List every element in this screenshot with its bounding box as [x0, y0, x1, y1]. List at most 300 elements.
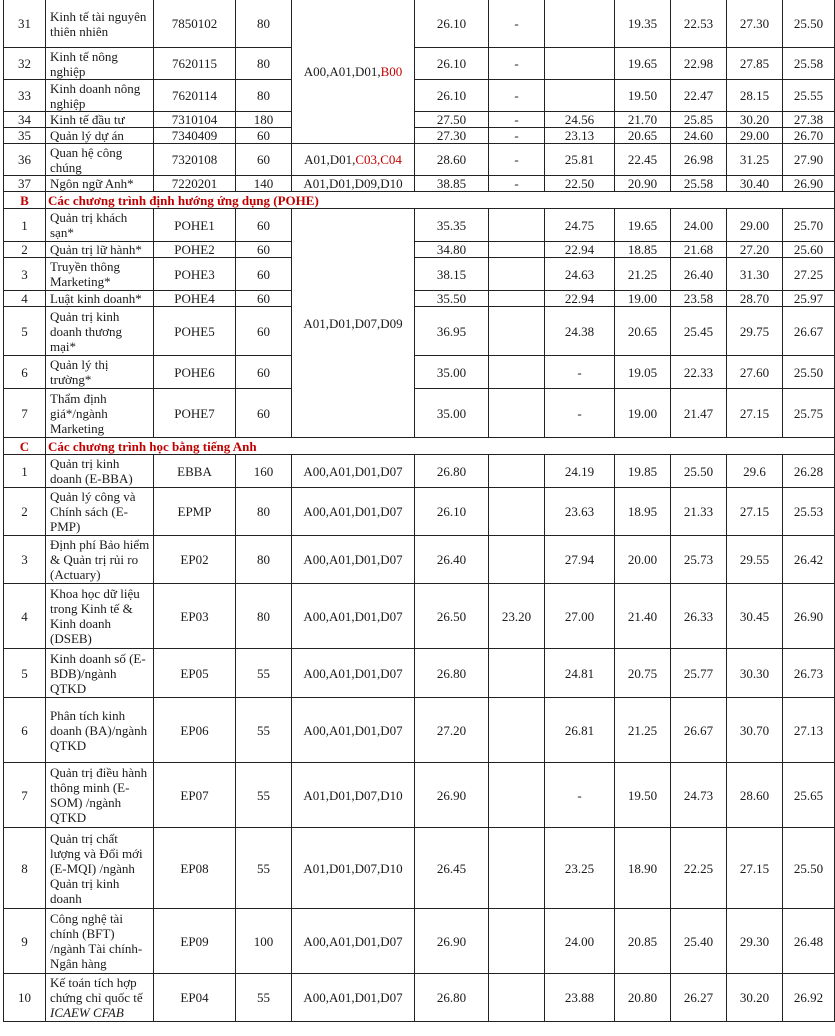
score-s7: 26.67	[783, 307, 835, 356]
program-name-text: Quản trị lữ hành*	[50, 242, 142, 257]
score-s5: 25.45	[671, 307, 727, 356]
row-number: 7	[4, 763, 46, 828]
row-number: 36	[4, 144, 46, 176]
row-number: 3	[4, 536, 46, 584]
score-s1: 26.80	[415, 649, 489, 698]
quota: 55	[236, 649, 292, 698]
score-s6: 29.75	[727, 307, 783, 356]
program-code: EP04	[154, 974, 236, 1022]
row-number: 33	[4, 80, 46, 112]
score-s7: 25.75	[783, 389, 835, 438]
score-s6: 27.60	[727, 356, 783, 389]
subject-combination	[292, 144, 415, 176]
subject-combination: A01,D01,D09,D10	[292, 176, 415, 192]
program-code: 7850102	[154, 0, 236, 48]
subject-combination: A00,A01,D01,D07	[292, 698, 415, 763]
score-s6: 30.40	[727, 176, 783, 192]
score-s3: 27.00	[545, 584, 615, 649]
subject-combination: A01,D01,D07,D10	[292, 828, 415, 909]
score-s3: 24.38	[545, 307, 615, 356]
score-s6: 29.30	[727, 909, 783, 974]
quota: 140	[236, 176, 292, 192]
table-row	[4, 0, 835, 48]
score-s4: 21.25	[615, 698, 671, 763]
program-name	[46, 307, 154, 356]
score-s6: 29.6	[727, 455, 783, 488]
program-name	[46, 242, 154, 258]
score-s4: 21.70	[615, 112, 671, 128]
score-s7: 25.97	[783, 291, 835, 307]
program-name-text: Ngôn ngữ Anh*	[50, 176, 134, 191]
score-s2	[489, 291, 545, 307]
program-name	[46, 291, 154, 307]
score-s1: 35.00	[415, 356, 489, 389]
program-name-text: Kinh tế đầu tư	[50, 112, 125, 127]
table-row	[4, 209, 835, 242]
score-s6: 27.15	[727, 389, 783, 438]
section-title: Các chương trình định hướng ứng dụng (POHE)	[46, 192, 835, 209]
program-name	[46, 698, 154, 763]
score-s7: 25.53	[783, 488, 835, 536]
row-number: 34	[4, 112, 46, 128]
row-number: 10	[4, 974, 46, 1022]
program-code: EP07	[154, 763, 236, 828]
score-s3: 22.94	[545, 291, 615, 307]
score-s4: 19.00	[615, 389, 671, 438]
row-number: 5	[4, 307, 46, 356]
program-name-text: Khoa học dữ liệu trong Kinh tế & Kinh doanh (DSEB)	[50, 586, 140, 646]
program-name	[46, 209, 154, 242]
program-code: 7220201	[154, 176, 236, 192]
subject-combination: A01,D01,D07,D10	[292, 763, 415, 828]
program-name	[46, 455, 154, 488]
table-row	[4, 242, 835, 258]
combo-text: A01,D01,	[304, 152, 356, 167]
row-number: 31	[4, 0, 46, 48]
score-s2	[489, 389, 545, 438]
program-code: POHE4	[154, 291, 236, 307]
score-s7: 27.25	[783, 258, 835, 291]
row-number: 6	[4, 356, 46, 389]
score-s4: 19.65	[615, 209, 671, 242]
score-s5: 25.40	[671, 909, 727, 974]
program-name-text: Quản trị khách sạn*	[50, 210, 128, 240]
program-name	[46, 389, 154, 438]
score-s4: 19.85	[615, 455, 671, 488]
score-s4: 20.75	[615, 649, 671, 698]
score-s4: 18.85	[615, 242, 671, 258]
program-name-text: Quản trị kinh doanh thương mại*	[50, 308, 123, 354]
score-s3: 22.94	[545, 242, 615, 258]
score-s2	[489, 488, 545, 536]
program-name-text: Phân tích kinh doanh (BA)/ngành QTKD	[50, 707, 148, 753]
score-s3: -	[545, 356, 615, 389]
score-s2	[489, 909, 545, 974]
score-s3: 24.56	[545, 112, 615, 128]
score-s6: 27.15	[727, 488, 783, 536]
score-s7: 27.38	[783, 112, 835, 128]
score-s3	[545, 48, 615, 80]
score-s1: 27.30	[415, 128, 489, 144]
score-s4: 20.65	[615, 307, 671, 356]
row-number: 32	[4, 48, 46, 80]
quota: 60	[236, 242, 292, 258]
row-number: 3	[4, 258, 46, 291]
score-s7: 26.70	[783, 128, 835, 144]
row-number: 7	[4, 389, 46, 438]
row-number: 1	[4, 209, 46, 242]
score-s5: 22.33	[671, 356, 727, 389]
score-s5: 25.77	[671, 649, 727, 698]
section-header-english	[4, 438, 835, 455]
score-s5: 22.47	[671, 80, 727, 112]
table-row	[4, 909, 835, 974]
score-s1: 26.90	[415, 909, 489, 974]
program-name-text: Định phí Bảo hiểm & Quản trị rủi ro (Actuary)	[50, 537, 150, 582]
score-s4: 19.35	[615, 0, 671, 48]
score-s6: 30.30	[727, 649, 783, 698]
score-s3: 26.81	[545, 698, 615, 763]
table-row	[4, 536, 835, 584]
score-s3: 25.81	[545, 144, 615, 176]
table-row	[4, 112, 835, 128]
score-s3: -	[545, 389, 615, 438]
table-row	[4, 80, 835, 112]
score-s1: 28.60	[415, 144, 489, 176]
row-number: 1	[4, 455, 46, 488]
table-row	[4, 128, 835, 144]
program-code: EP03	[154, 584, 236, 649]
score-s6: 29.00	[727, 209, 783, 242]
score-s3: 24.81	[545, 649, 615, 698]
score-s2	[489, 649, 545, 698]
score-s5: 24.00	[671, 209, 727, 242]
score-s1: 26.50	[415, 584, 489, 649]
program-code: EP08	[154, 828, 236, 909]
score-s2: -	[489, 144, 545, 176]
program-code: EP02	[154, 536, 236, 584]
score-s6: 30.20	[727, 974, 783, 1022]
score-s5: 21.47	[671, 389, 727, 438]
score-s7: 25.50	[783, 0, 835, 48]
score-s5: 22.53	[671, 0, 727, 48]
program-name-text: Quan hệ công chúng	[50, 144, 123, 175]
table-row	[4, 48, 835, 80]
program-name	[46, 128, 154, 144]
quota: 60	[236, 356, 292, 389]
program-name-text: Kế toán tích hợp chứng chỉ quốc tế	[50, 975, 143, 1005]
score-s5: 26.40	[671, 258, 727, 291]
score-s4: 19.50	[615, 763, 671, 828]
combo-text-highlight: B00	[380, 64, 403, 79]
score-s3: 23.25	[545, 828, 615, 909]
row-number: 2	[4, 488, 46, 536]
score-s7: 25.65	[783, 763, 835, 828]
score-s1: 27.50	[415, 112, 489, 128]
score-s2	[489, 974, 545, 1022]
score-s7: 25.70	[783, 209, 835, 242]
quota: 80	[236, 488, 292, 536]
score-s3: 24.75	[545, 209, 615, 242]
table-row	[4, 649, 835, 698]
score-s1: 26.10	[415, 0, 489, 48]
score-s6: 31.30	[727, 258, 783, 291]
score-s6: 28.15	[727, 80, 783, 112]
score-s5: 25.73	[671, 536, 727, 584]
table-body	[4, 0, 835, 1022]
table-row	[4, 144, 835, 176]
score-s7: 25.60	[783, 242, 835, 258]
subject-combination: A00,A01,D01,D07	[292, 649, 415, 698]
program-name-text: Truyền thông Marketing*	[50, 259, 120, 289]
score-s1: 26.10	[415, 48, 489, 80]
program-name-text: Kinh doanh số (E-BDB)/ngành QTKD	[50, 650, 146, 696]
program-code: EBBA	[154, 455, 236, 488]
score-s5: 26.33	[671, 584, 727, 649]
score-s1: 26.10	[415, 80, 489, 112]
score-s6: 30.70	[727, 698, 783, 763]
program-name	[46, 536, 154, 584]
row-number: 37	[4, 176, 46, 192]
quota: 180	[236, 112, 292, 128]
score-s7: 26.48	[783, 909, 835, 974]
score-s3	[545, 0, 615, 48]
program-code: 7620115	[154, 48, 236, 80]
section-header-pohe	[4, 192, 835, 209]
score-s3: 22.50	[545, 176, 615, 192]
score-s7: 25.55	[783, 80, 835, 112]
quota: 60	[236, 389, 292, 438]
score-s2: -	[489, 176, 545, 192]
table-row	[4, 584, 835, 649]
score-s6: 27.85	[727, 48, 783, 80]
table-row	[4, 258, 835, 291]
row-number: 2	[4, 242, 46, 258]
score-s4: 20.85	[615, 909, 671, 974]
score-s6: 30.20	[727, 112, 783, 128]
program-name	[46, 258, 154, 291]
program-code: POHE1	[154, 209, 236, 242]
quota: 55	[236, 974, 292, 1022]
row-number: 4	[4, 584, 46, 649]
program-name-text: Quản lý dự án	[50, 128, 124, 143]
program-code: 7320108	[154, 144, 236, 176]
score-s1: 38.85	[415, 176, 489, 192]
subject-combination: A01,D01,D07,D09	[292, 209, 415, 438]
score-s2: -	[489, 80, 545, 112]
score-s7: 26.42	[783, 536, 835, 584]
program-name-text: Kinh tế nông nghiệp	[50, 48, 118, 79]
score-s5: 25.58	[671, 176, 727, 192]
score-s3: 23.13	[545, 128, 615, 144]
score-s7: 25.50	[783, 828, 835, 909]
quota: 55	[236, 698, 292, 763]
score-s2	[489, 455, 545, 488]
score-s4: 19.00	[615, 291, 671, 307]
program-name-text: Công nghệ tài chính (BFT) /ngành Tài chính-Ngân hàng	[50, 911, 143, 971]
program-code: POHE7	[154, 389, 236, 438]
program-name	[46, 144, 154, 176]
score-s4: 21.25	[615, 258, 671, 291]
score-s1: 26.80	[415, 974, 489, 1022]
program-code: 7310104	[154, 112, 236, 128]
score-s4: 18.90	[615, 828, 671, 909]
score-s1: 26.40	[415, 536, 489, 584]
section-label: C	[4, 438, 46, 455]
program-code: 7340409	[154, 128, 236, 144]
score-s2	[489, 356, 545, 389]
score-s5: 25.85	[671, 112, 727, 128]
score-s2: 23.20	[489, 584, 545, 649]
quota: 60	[236, 128, 292, 144]
score-s3: 24.00	[545, 909, 615, 974]
score-s2	[489, 536, 545, 584]
subject-combination: A00,A01,D01,D07	[292, 974, 415, 1022]
score-s1: 26.90	[415, 763, 489, 828]
program-name-suffix: ICAEW CFAB	[50, 1005, 124, 1020]
quota: 60	[236, 291, 292, 307]
score-s2: -	[489, 48, 545, 80]
row-number: 5	[4, 649, 46, 698]
score-s2	[489, 698, 545, 763]
score-s2: -	[489, 128, 545, 144]
score-s2	[489, 828, 545, 909]
quota: 100	[236, 909, 292, 974]
table-row	[4, 356, 835, 389]
score-s7: 27.90	[783, 144, 835, 176]
score-s5: 21.68	[671, 242, 727, 258]
program-name	[46, 974, 154, 1022]
score-s3: 24.63	[545, 258, 615, 291]
program-code: POHE6	[154, 356, 236, 389]
score-s5: 25.50	[671, 455, 727, 488]
program-name-text: Quản trị chất lượng và Đổi mới (E-MQI) /ngành Quản trị kinh doanh	[50, 830, 143, 906]
quota: 160	[236, 455, 292, 488]
score-s4: 18.95	[615, 488, 671, 536]
score-s5: 22.25	[671, 828, 727, 909]
program-name	[46, 488, 154, 536]
quota: 80	[236, 536, 292, 584]
program-name-text: Quản lý công và Chính sách (E-PMP)	[50, 489, 136, 534]
program-name	[46, 763, 154, 828]
combo-text: A00,A01,D01,	[303, 64, 381, 79]
score-s3: 23.63	[545, 488, 615, 536]
score-s3: 27.94	[545, 536, 615, 584]
score-s3: 24.19	[545, 455, 615, 488]
quota: 60	[236, 307, 292, 356]
score-s6: 27.20	[727, 242, 783, 258]
program-name	[46, 909, 154, 974]
score-s6: 27.15	[727, 828, 783, 909]
score-s4: 22.45	[615, 144, 671, 176]
score-s3: 23.88	[545, 974, 615, 1022]
row-number: 9	[4, 909, 46, 974]
score-s7: 26.73	[783, 649, 835, 698]
score-s1: 35.00	[415, 389, 489, 438]
score-s5: 21.33	[671, 488, 727, 536]
score-s2	[489, 258, 545, 291]
quota: 60	[236, 258, 292, 291]
program-name-text: Kinh doanh nông nghiệp	[50, 80, 141, 111]
quota: 80	[236, 80, 292, 112]
score-s4: 20.90	[615, 176, 671, 192]
program-name-text: Quản trị điều hành thông minh (E-SOM) /ngành QTKD	[50, 765, 148, 825]
subject-combination: A00,A01,D01,D07	[292, 455, 415, 488]
score-s6: 30.45	[727, 584, 783, 649]
score-s7: 26.28	[783, 455, 835, 488]
program-name	[46, 584, 154, 649]
quota: 60	[236, 144, 292, 176]
program-name	[46, 112, 154, 128]
program-name	[46, 0, 154, 48]
score-s1: 35.50	[415, 291, 489, 307]
table-row	[4, 176, 835, 192]
table-row	[4, 389, 835, 438]
table-row	[4, 828, 835, 909]
program-name-text: Thẩm định giá*/ngành Marketing	[50, 390, 108, 436]
program-name	[46, 48, 154, 80]
score-s7: 27.13	[783, 698, 835, 763]
row-number: 8	[4, 828, 46, 909]
score-s4: 19.65	[615, 48, 671, 80]
program-name-text: Luật kinh doanh*	[50, 291, 142, 306]
quota: 55	[236, 763, 292, 828]
program-name	[46, 80, 154, 112]
score-s4: 19.50	[615, 80, 671, 112]
score-s5: 22.98	[671, 48, 727, 80]
score-s7: 26.92	[783, 974, 835, 1022]
row-number: 6	[4, 698, 46, 763]
table-row	[4, 763, 835, 828]
program-name	[46, 176, 154, 192]
subject-combination: A00,A01,D01,D07	[292, 584, 415, 649]
score-s6: 28.70	[727, 291, 783, 307]
score-s7: 25.50	[783, 356, 835, 389]
quota: 80	[236, 0, 292, 48]
score-s2	[489, 209, 545, 242]
score-s5: 26.27	[671, 974, 727, 1022]
score-s1: 36.95	[415, 307, 489, 356]
score-s1: 34.80	[415, 242, 489, 258]
score-s5: 23.58	[671, 291, 727, 307]
score-s1: 38.15	[415, 258, 489, 291]
score-s3: -	[545, 763, 615, 828]
program-name-text: Quản lý thị trường*	[50, 357, 109, 387]
score-s4: 19.05	[615, 356, 671, 389]
score-s5: 24.73	[671, 763, 727, 828]
program-code: EP05	[154, 649, 236, 698]
program-code: POHE5	[154, 307, 236, 356]
program-code: 7620114	[154, 80, 236, 112]
score-s4: 21.40	[615, 584, 671, 649]
table-row	[4, 455, 835, 488]
table-row	[4, 291, 835, 307]
table-row	[4, 698, 835, 763]
score-s6: 27.30	[727, 0, 783, 48]
score-s4: 20.65	[615, 128, 671, 144]
score-s1: 35.35	[415, 209, 489, 242]
score-s7: 25.58	[783, 48, 835, 80]
score-s5: 26.67	[671, 698, 727, 763]
score-s5: 24.60	[671, 128, 727, 144]
row-number: 4	[4, 291, 46, 307]
score-s4: 20.00	[615, 536, 671, 584]
section-title: Các chương trình học bằng tiếng Anh	[46, 438, 835, 455]
score-s1: 26.80	[415, 455, 489, 488]
combo-text-highlight: C03,C04	[355, 152, 402, 167]
quota: 55	[236, 828, 292, 909]
program-code: EP06	[154, 698, 236, 763]
